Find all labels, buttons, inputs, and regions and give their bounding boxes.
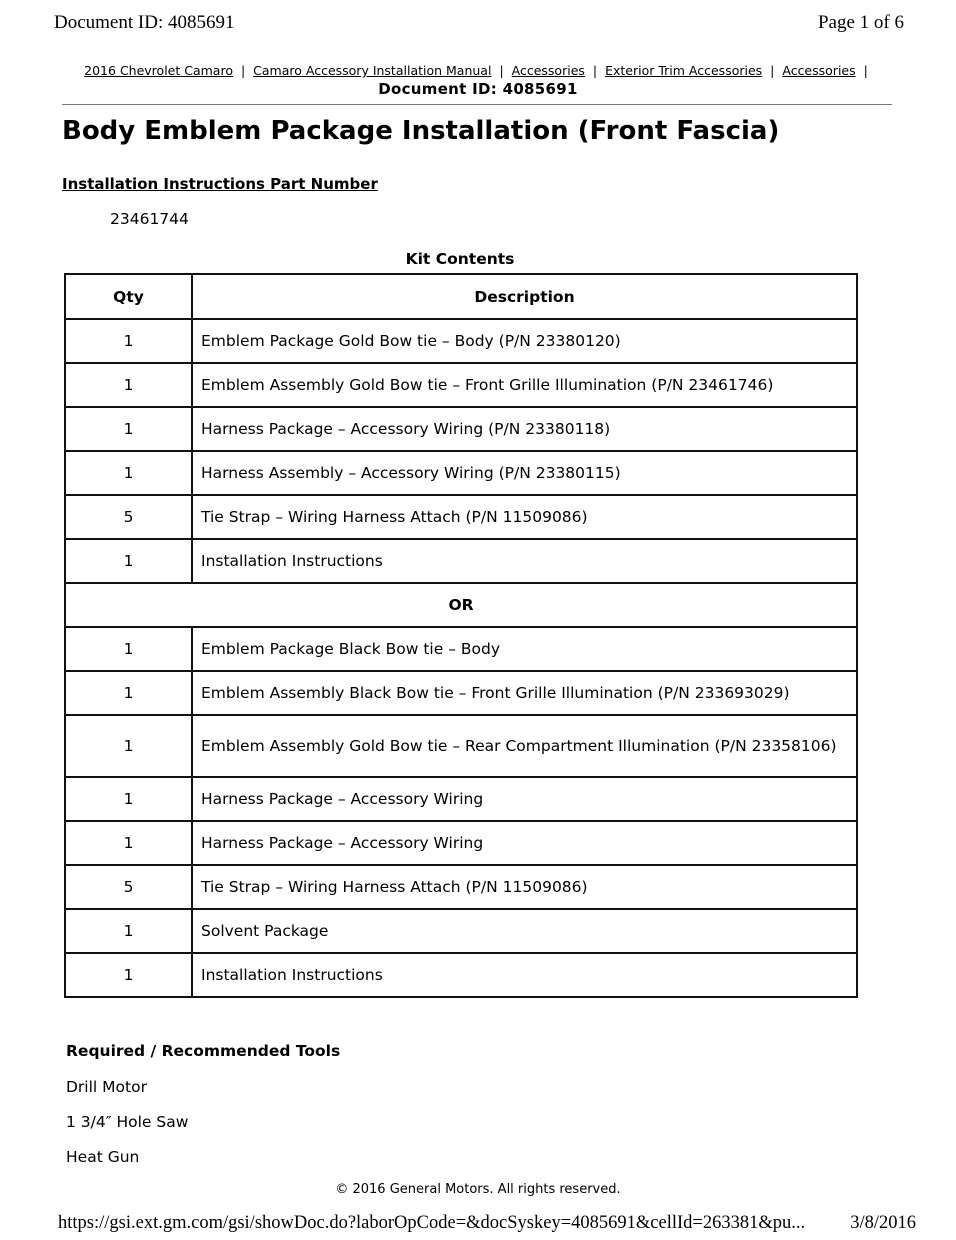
or-divider-label: OR: [65, 583, 857, 627]
description-cell: Solvent Package: [192, 909, 857, 953]
qty-cell: 1: [65, 451, 192, 495]
table-row: [65, 715, 857, 777]
table-row: [65, 777, 857, 821]
tool-item: Drill Motor: [66, 1078, 147, 1096]
breadcrumb: [0, 63, 956, 78]
table-row: [65, 363, 857, 407]
qty-cell: 1: [65, 539, 192, 583]
table-header-row: [65, 274, 857, 319]
description-cell: Installation Instructions: [192, 539, 857, 583]
tools-heading: Required / Recommended Tools: [66, 1042, 341, 1060]
description-cell: Emblem Assembly Gold Bow tie – Rear Compartment Illumination (P/N 23358106): [192, 715, 857, 777]
tool-item: 1 3/4″ Hole Saw: [66, 1113, 189, 1131]
qty-cell: 1: [65, 363, 192, 407]
print-footer-date: 3/8/2016: [850, 1213, 916, 1233]
qty-cell: 1: [65, 715, 192, 777]
qty-cell: 1: [65, 777, 192, 821]
print-header-doc-id: Document ID: 4085691: [54, 12, 235, 33]
breadcrumb-link-manual[interactable]: Camaro Accessory Installation Manual: [253, 63, 492, 78]
page-title: Body Emblem Package Installation (Front Fascia): [62, 116, 780, 146]
table-row: [65, 821, 857, 865]
description-cell: Tie Strap – Wiring Harness Attach (P/N 11509086): [192, 495, 857, 539]
description-cell: Harness Package – Accessory Wiring: [192, 777, 857, 821]
breadcrumb-separator: |: [863, 63, 868, 78]
qty-cell: 5: [65, 495, 192, 539]
description-cell: Installation Instructions: [192, 953, 857, 997]
breadcrumb-link-accessories-sub[interactable]: Accessories: [782, 63, 856, 78]
description-cell: Emblem Assembly Gold Bow tie – Front Grille Illumination (P/N 23461746): [192, 363, 857, 407]
qty-column-header: Qty: [65, 274, 192, 319]
print-footer-url: https://gsi.ext.gm.com/gsi/showDoc.do?laborOpCode=&docSyskey=4085691&cellId=263381&pu...: [58, 1213, 806, 1233]
kit-contents-body: [65, 319, 857, 997]
qty-cell: 1: [65, 821, 192, 865]
qty-cell: 1: [65, 671, 192, 715]
breadcrumb-link-exterior-trim[interactable]: Exterior Trim Accessories: [605, 63, 763, 78]
description-cell: Tie Strap – Wiring Harness Attach (P/N 11509086): [192, 865, 857, 909]
table-row: [65, 627, 857, 671]
qty-cell: 5: [65, 865, 192, 909]
print-header: [54, 12, 904, 34]
or-divider-row: [65, 583, 857, 627]
description-cell: Emblem Assembly Black Bow tie – Front Grille Illumination (P/N 233693029): [192, 671, 857, 715]
description-column-header: Description: [192, 274, 857, 319]
table-row: [65, 539, 857, 583]
table-row: [65, 319, 857, 363]
table-row: [65, 953, 857, 997]
breadcrumb-link-accessories[interactable]: Accessories: [511, 63, 585, 78]
description-cell: Harness Package – Accessory Wiring (P/N 23380118): [192, 407, 857, 451]
table-row: [65, 495, 857, 539]
breadcrumb-separator: |: [592, 63, 598, 78]
qty-cell: 1: [65, 407, 192, 451]
part-number-value: 23461744: [110, 210, 189, 228]
document-id: Document ID: 4085691: [378, 80, 578, 98]
breadcrumb-separator: |: [240, 63, 246, 78]
table-row: [65, 451, 857, 495]
qty-cell: 1: [65, 909, 192, 953]
table-row: [65, 671, 857, 715]
copyright-notice: © 2016 General Motors. All rights reserved.: [335, 1182, 621, 1197]
breadcrumb-link-vehicle[interactable]: 2016 Chevrolet Camaro: [84, 63, 233, 78]
breadcrumb-separator: |: [770, 63, 775, 78]
header-divider: [62, 104, 892, 105]
print-header-page-number: Page 1 of 6: [817, 12, 904, 33]
qty-cell: 1: [65, 953, 192, 997]
table-row: [65, 407, 857, 451]
table-row: [65, 865, 857, 909]
qty-cell: 1: [65, 319, 192, 363]
tools-list: [66, 1078, 188, 1183]
tool-item: Heat Gun: [66, 1148, 140, 1166]
description-cell: Emblem Package Black Bow tie – Body: [192, 627, 857, 671]
description-cell: Emblem Package Gold Bow tie – Body (P/N 23380120): [192, 319, 857, 363]
description-cell: Harness Package – Accessory Wiring: [192, 821, 857, 865]
table-row: [65, 909, 857, 953]
qty-cell: 1: [65, 627, 192, 671]
kit-contents-title: Kit Contents: [405, 250, 515, 268]
description-cell: Harness Assembly – Accessory Wiring (P/N 23380115): [192, 451, 857, 495]
breadcrumb-separator: |: [499, 63, 504, 78]
kit-contents-table: [64, 273, 858, 998]
print-footer: [58, 1213, 916, 1234]
part-number-heading: Installation Instructions Part Number: [62, 175, 378, 193]
